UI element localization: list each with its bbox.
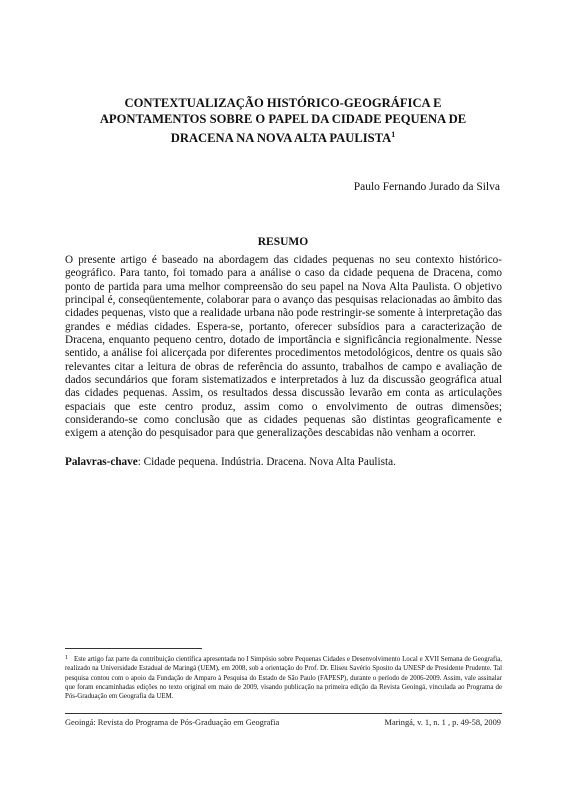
- keywords: [65, 456, 502, 469]
- author-name: Paulo Fernando Jurado da Silva: [353, 181, 500, 193]
- paper-title-text: CONTEXTUALIZAÇÃO HISTÓRICO-GEOGRÁFICA E APONTAMENTOS SOBRE O PAPEL DA CIDADE PEQUENA DE DRACENA NA NOVA ALTA PAULISTA: [99, 96, 467, 146]
- footnote-divider: [65, 648, 202, 649]
- title-footnote-mark: 1: [391, 130, 396, 139]
- footer-journal: Geoingá: Revista do Programa de Pós-Graduação em Geografia: [65, 718, 280, 727]
- abstract-heading: RESUMO: [257, 236, 309, 248]
- footnote-mark: 1: [65, 655, 68, 661]
- abstract-text: O presente artigo é baseado na abordagem das cidades pequenas no seu contexto histórico-geográfico. Para tanto, foi tomado para a análise o caso da cidade pequena de Dracena, como ponto de partida para uma melhor compreensão do seu papel na Nova Alta Paulista. O objetivo principal é, conseqüentemente, colaborar para o avanço das pesquisas relacionadas ao âmbito das cidades pequenas, visto que a realidade urbana não pode restringir-se somente à interpretação das grandes e médias cidades. Espera-se, portanto, oferecer subsídios para a caracterização de Dracena, enquanto pequeno centro, dotado de importância e significância regionalmente. Nesse sentido, a análise foi alicerçada por diferentes procedimentos metodológicos, dentre os quais são relevantes citar a leitura de obras de referência do assunto, trabalhos de campo e avaliação de dados secundários que foram sistematizados e interpretados à luz da discussão geográfica atual das cidades pequenas. Assim, os resultados dessa discussão levarão em conta as articulações espaciais que este centro produz, assim como o envolvimento de outras dimensões; considerando-se como conclusão que as cidades pequenas são distintas geograficamente e exigem a atenção do pesquisador para que generalizações descabidas não venham a ocorrer.: [65, 254, 502, 440]
- footer-divider: [65, 713, 502, 714]
- footer-citation: Maringá, v. 1, n. 1 , p. 49-58, 2009: [384, 718, 501, 727]
- paper-title: [95, 95, 471, 146]
- keywords-label: Palavras-chave: [65, 456, 138, 468]
- footnote: [65, 655, 502, 701]
- keywords-text: : Cidade pequena. Indústria. Dracena. Nova Alta Paulista.: [137, 456, 396, 468]
- footnote-text: Este artigo faz parte da contribuição científica apresentada no I Simpósio sobre Pequenas Cidades e Desenvolvimento Local e XVII Semana de Geografia, realizado na Universidade Estadual de Maringá (UEM), em 2008, sob a orientação do Prof. Dr. Eliseu Savério Sposito da UNESP de Presidente Prudente. Tal pesquisa contou com o apoio da Fundação de Amparo à Pesquisa do Estado de São Paulo (FAPESP), durante o período de 2006-2009. Assim, vale assinalar que foram encaminhadas edições no texto original em maio de 2009, visando publicação na primeira edição da Revista Geoingá, vinculada ao Programa de Pós-Graduação em Geografia da UEM.: [65, 656, 502, 701]
